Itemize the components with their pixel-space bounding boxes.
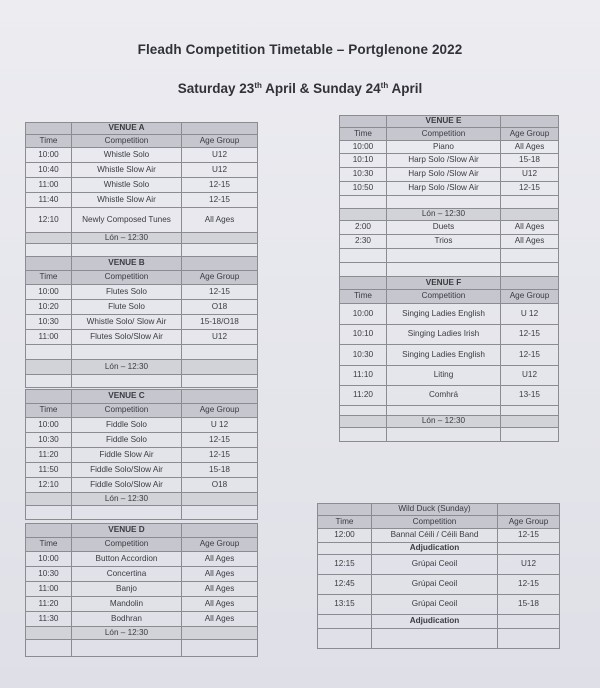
table-row: 10:00 Singing Ladies English U 12 xyxy=(340,304,559,325)
table-row: 11:20 Mandolin All Ages xyxy=(26,597,258,612)
table-row: 11:00 Banjo All Ages xyxy=(26,582,258,597)
adjudication-label: Adjudication xyxy=(372,615,498,629)
table-row: 12:10 Fiddle Solo/Slow Air O18 xyxy=(26,478,258,493)
lunch-label: Lón – 12:30 xyxy=(72,493,182,506)
table-row: 12:10 Newly Composed Tunes All Ages xyxy=(26,208,258,233)
table-row: 11:50 Fiddle Solo/Slow Air 15-18 xyxy=(26,463,258,478)
table-row: 10:40 Whistle Slow Air U12 xyxy=(26,163,258,178)
venue-a-table: VENUE A Time Competition Age Group 10:00 Whistle Solo U12 10:40 Whistle Slow Air U12 11:00 Whistle Solo 12-15 11:40 Whistle Slow Air 12-15 12:10 Newly Composed Tunes All Ages Lón – 12:30 VENUE B Time Competition Age Group 10:00 Flutes Solo 12-15 10:20 Flute Solo O18 10:30 Whistle Solo/ Slow Air 15-18/O18 11:00 Flutes Solo/Slow Air U12 Lón – 12:30 xyxy=(25,122,258,388)
table-row: 12:15 Grúpai Ceoil U12 xyxy=(318,555,560,575)
table-row: 10:30 Harp Solo /Slow Air U12 xyxy=(340,168,559,182)
table-row: 11:00 Whistle Solo 12-15 xyxy=(26,178,258,193)
competition-header: Competition xyxy=(72,135,182,148)
page-dates: Saturday 23th April & Sunday 24th April xyxy=(177,81,423,96)
table-row: 10:30 Fiddle Solo 12-15 xyxy=(26,433,258,448)
adjudication-label: Adjudication xyxy=(372,543,498,555)
venue-d-table: VENUE D Time Competition Age Group 10:00 Button Accordion All Ages 10:30 Concertina All Ages 11:00 Banjo All Ages 11:20 Mandolin All Ages 11:30 Bodhran All Ages Lón – 12:30 xyxy=(25,523,258,657)
venue-c-table: VENUE C Time Competition Age Group 10:00 Fiddle Solo U 12 10:30 Fiddle Solo 12-15 11:20 Fiddle Slow Air 12-15 11:50 Fiddle Solo/Slow Air 15-18 12:10 Fiddle Solo/Slow Air O18 Lón – 12:30 xyxy=(25,389,258,520)
table-row: 10:00 Piano All Ages xyxy=(340,141,559,154)
table-row: 10:50 Harp Solo /Slow Air 12-15 xyxy=(340,182,559,196)
wild-duck-title: Wild Duck (Sunday) xyxy=(372,504,498,516)
table-row: 11:40 Whistle Slow Air 12-15 xyxy=(26,193,258,208)
table-row: 10:00 Whistle Solo U12 xyxy=(26,148,258,163)
venue-b-title: VENUE B xyxy=(72,257,182,271)
lunch-label: Lón – 12:30 xyxy=(387,416,501,428)
table-row: 2:00 Duets All Ages xyxy=(340,221,559,235)
table-row: 11:20 Comhrá 13-15 xyxy=(340,386,559,406)
lunch-label: Lón – 12:30 xyxy=(72,360,182,375)
page-title: Fleadh Competition Timetable – Portglenone 2022 xyxy=(137,42,463,57)
venue-f-title: VENUE F xyxy=(387,277,501,290)
table-row: 10:10 Singing Ladies Irish 12-15 xyxy=(340,325,559,345)
table-row: 10:30 Singing Ladies English 12-15 xyxy=(340,345,559,366)
table-row: 2:30 Trios All Ages xyxy=(340,235,559,249)
table-row: 10:30 Concertina All Ages xyxy=(26,567,258,582)
table-row: 10:20 Flute Solo O18 xyxy=(26,300,258,315)
table-row: 12:00 Bannal Céili / Céili Band 12-15 xyxy=(318,529,560,543)
table-row: 10:00 Fiddle Solo U 12 xyxy=(26,418,258,433)
table-row: 10:00 Button Accordion All Ages xyxy=(26,552,258,567)
age-header: Age Group xyxy=(182,135,258,148)
table-row: 10:10 Harp Solo /Slow Air 15-18 xyxy=(340,154,559,168)
venue-a-title: VENUE A xyxy=(72,123,182,135)
lunch-label: Lón – 12:30 xyxy=(72,627,182,640)
table-row: 10:00 Flutes Solo 12-15 xyxy=(26,285,258,300)
table-row: 11:10 Liting U12 xyxy=(340,366,559,386)
venue-e-table: VENUE E Time Competition Age Group 10:00 Piano All Ages 10:10 Harp Solo /Slow Air 15-18 10:30 Harp Solo /Slow Air U12 10:50 Harp Solo /Slow Air 12-15 Lón – 12:30 2:00 Duets All Ages 2:30 Trios All Ages VENUE F Time Competition Age Group 10:00 Singing Ladies English U 12 10:10 Singing Ladies Irish 12-15 10:30 Singing Ladies English 12-15 11:10 Liting U12 11:20 Comhrá 13-15 Lón – 12:30 xyxy=(339,115,559,442)
venue-d-title: VENUE D xyxy=(72,524,182,538)
table-row: 11:20 Fiddle Slow Air 12-15 xyxy=(26,448,258,463)
table-row: 13:15 Grúpai Ceoil 15-18 xyxy=(318,595,560,615)
lunch-label: Lón – 12:30 xyxy=(72,233,182,244)
table-row: 11:00 Flutes Solo/Slow Air U12 xyxy=(26,330,258,345)
table-row: 11:30 Bodhran All Ages xyxy=(26,612,258,627)
table-row: 12:45 Grúpai Ceoil 12-15 xyxy=(318,575,560,595)
table-row: 10:30 Whistle Solo/ Slow Air 15-18/O18 xyxy=(26,315,258,330)
venue-e-title: VENUE E xyxy=(387,116,501,128)
wild-duck-table: Wild Duck (Sunday) Time Competition Age Group 12:00 Bannal Céili / Céili Band 12-15 Adjudication 12:15 Grúpai Ceoil U12 12:45 Grúpai Ceoil 12-15 13:15 Grúpai Ceoil 15-18 Adjudication xyxy=(317,503,560,649)
venue-c-title: VENUE C xyxy=(72,390,182,404)
time-header: Time xyxy=(26,135,72,148)
lunch-label: Lón – 12:30 xyxy=(387,209,501,221)
